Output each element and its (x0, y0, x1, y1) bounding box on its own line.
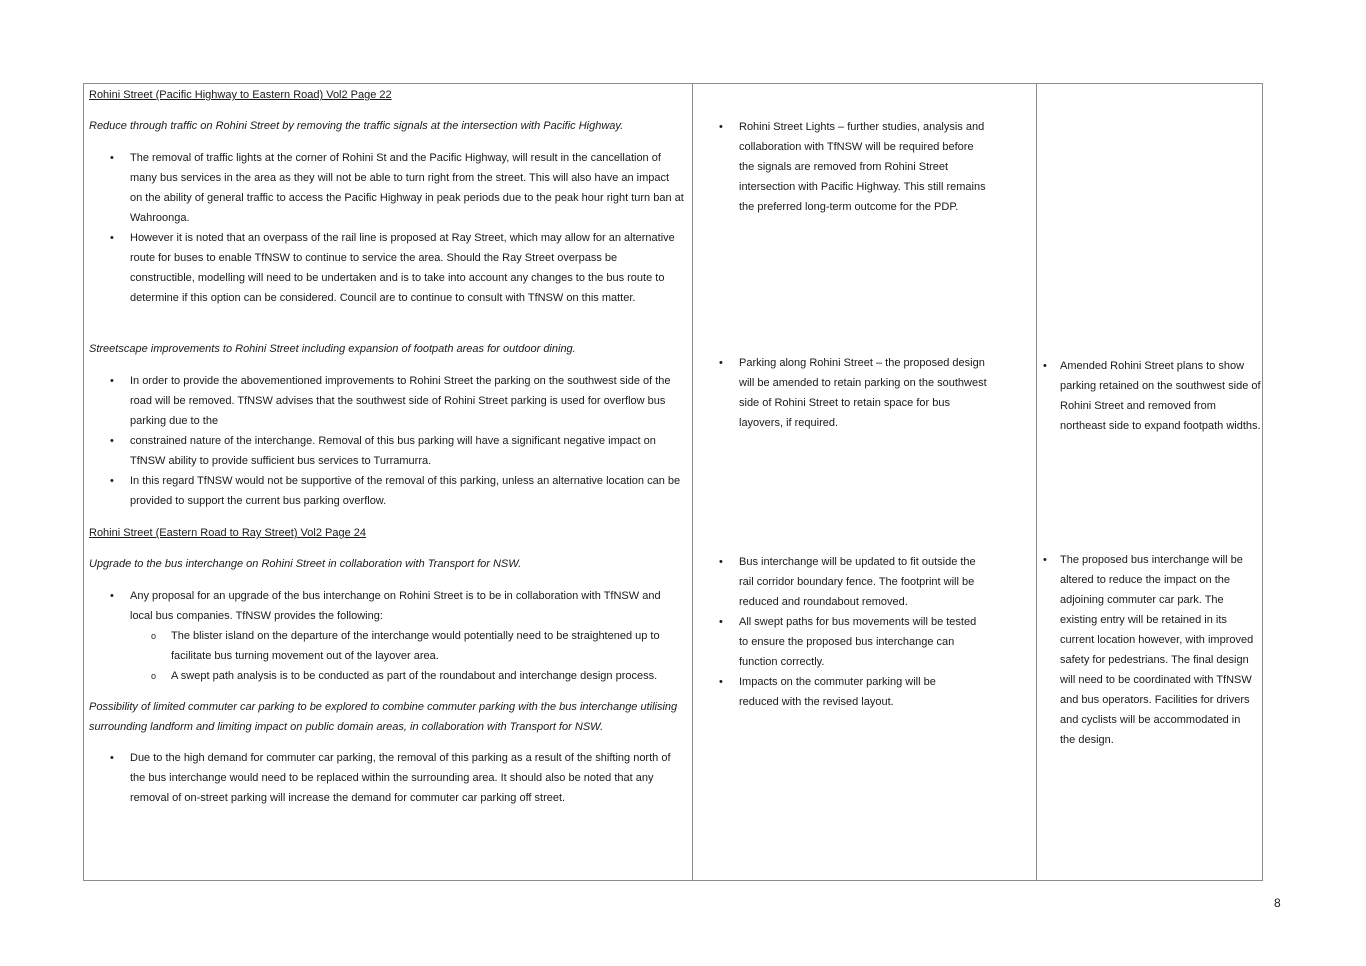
bullet-list-bus-interchange (89, 586, 684, 686)
list-item: • Bus interchange will be updated to fit outside the rail corridor boundary fence. The footprint will be reduced and roundabout removed. (696, 552, 978, 612)
list-item: • In order to provide the abovementioned improvements to Rohini Street the parking on the southwest side of the road will be removed. TfNSW advises that the southwest side of Rohini Street parking is used for overflow bus parking due to the (89, 371, 684, 431)
sub-list-item: o The blister island on the departure of the interchange would potentially need to be straightened up to facilitate bus turning movement out of the layover area. (130, 626, 684, 666)
list-item-text: Any proposal for an upgrade of the bus interchange on Rohini Street is to be in collaboration with TfNSW and local bus companies. TfNSW provides the following: (130, 590, 661, 622)
page-number: 8 (1274, 896, 1281, 910)
list-item: • The removal of traffic lights at the corner of Rohini St and the Pacific Highway, will result in the cancellation of many bus services in the area as they will not be able to turn right from the street. This will also have an impact on the ability of general traffic to access the Pacific Highway in peak periods due to the peak hour right turn ban at Wahroonga. (89, 148, 684, 228)
list-item: • Parking along Rohini Street – the proposed design will be amended to retain parking on the southwest side of Rohini Street to retain space for bus layovers, if required. (696, 353, 988, 433)
sub-list-item: o A swept path analysis is to be conducted as part of the roundabout and interchange design process. (130, 666, 684, 686)
section-heading-eastern-to-ray: Rohini Street (Eastern Road to Ray Street) Vol2 Page 24 (89, 527, 366, 539)
sub-bullet-list (130, 626, 684, 686)
list-item: • All swept paths for bus movements will be tested to ensure the proposed bus interchange can function correctly. (696, 612, 978, 672)
italic-statement-streetscape: Streetscape improvements to Rohini Street including expansion of footpath areas for outdoor dining. (89, 343, 576, 355)
response-list-lights (696, 117, 988, 217)
amendment-list-bus-interchange (1037, 550, 1257, 750)
submission-column (84, 84, 692, 880)
list-item: • Impacts on the commuter parking will be reduced with the revised layout. (696, 672, 978, 712)
response-list-parking (696, 353, 988, 433)
italic-statement-traffic-signals: Reduce through traffic on Rohini Street by removing the traffic signals at the intersection with Pacific Highway. (89, 120, 624, 132)
list-item: • However it is noted that an overpass of the rail line is proposed at Ray Street, which may allow for an alternative route for buses to enable TfNSW to continue to service the area. Should the Ray Street overpass be constructible, modelling will need to be undertaken and is to take into account any changes to the bus route to determine if this option can be considered. Council are to continue to consult with TfNSW on this matter. (89, 228, 684, 308)
italic-statement-bus-interchange: Upgrade to the bus interchange on Rohini Street in collaboration with Transport for NSW. (89, 558, 522, 570)
list-item: • Due to the high demand for commuter car parking, the removal of this parking as a result of the shifting north of the bus interchange would need to be replaced within the surrounding area. It should also be noted that any removal of on-street parking will increase the demand for commuter car parking off street. (89, 748, 684, 808)
response-column (692, 84, 1036, 880)
amendment-column (1036, 84, 1264, 880)
amendment-list-parking (1037, 356, 1261, 436)
list-item (89, 586, 684, 686)
response-table (83, 83, 1263, 881)
list-item: • constrained nature of the interchange. Removal of this bus parking will have a significant negative impact on TfNSW ability to provide sufficient bus services to Turramurra. (89, 431, 684, 471)
list-item: • Rohini Street Lights – further studies, analysis and collaboration with TfNSW will be required before the signals are removed from Rohini Street intersection with Pacific Highway. This still remains the preferred long-term outcome for the PDP. (696, 117, 988, 217)
response-list-bus-interchange (696, 552, 978, 712)
bullet-list-streetscape (89, 371, 684, 511)
bullet-list-commuter-parking (89, 748, 684, 808)
list-item: • Amended Rohini Street plans to show parking retained on the southwest side of Rohini Street and removed from northeast side to expand footpath widths. (1037, 356, 1261, 436)
bullet-list-traffic (89, 148, 684, 308)
italic-statement-commuter-parking: Possibility of limited commuter car parking to be explored to combine commuter parking with the bus interchange utilising surrounding landform and limiting impact on public domain areas, in collaboration with Transport for NSW. (89, 701, 678, 733)
list-item: • In this regard TfNSW would not be supportive of the removal of this parking, unless an alternative location can be provided to support the current bus parking overflow. (89, 471, 684, 511)
list-item: • The proposed bus interchange will be altered to reduce the impact on the adjoining commuter car park. The existing entry will be retained in its current location however, with improved safety for pedestrians. The final design will need to be coordinated with TfNSW and bus operators. Facilities for drivers and cyclists will be accommodated in the design. (1037, 550, 1257, 750)
section-heading-pacific-to-eastern: Rohini Street (Pacific Highway to Eastern Road) Vol2 Page 22 (89, 89, 392, 101)
